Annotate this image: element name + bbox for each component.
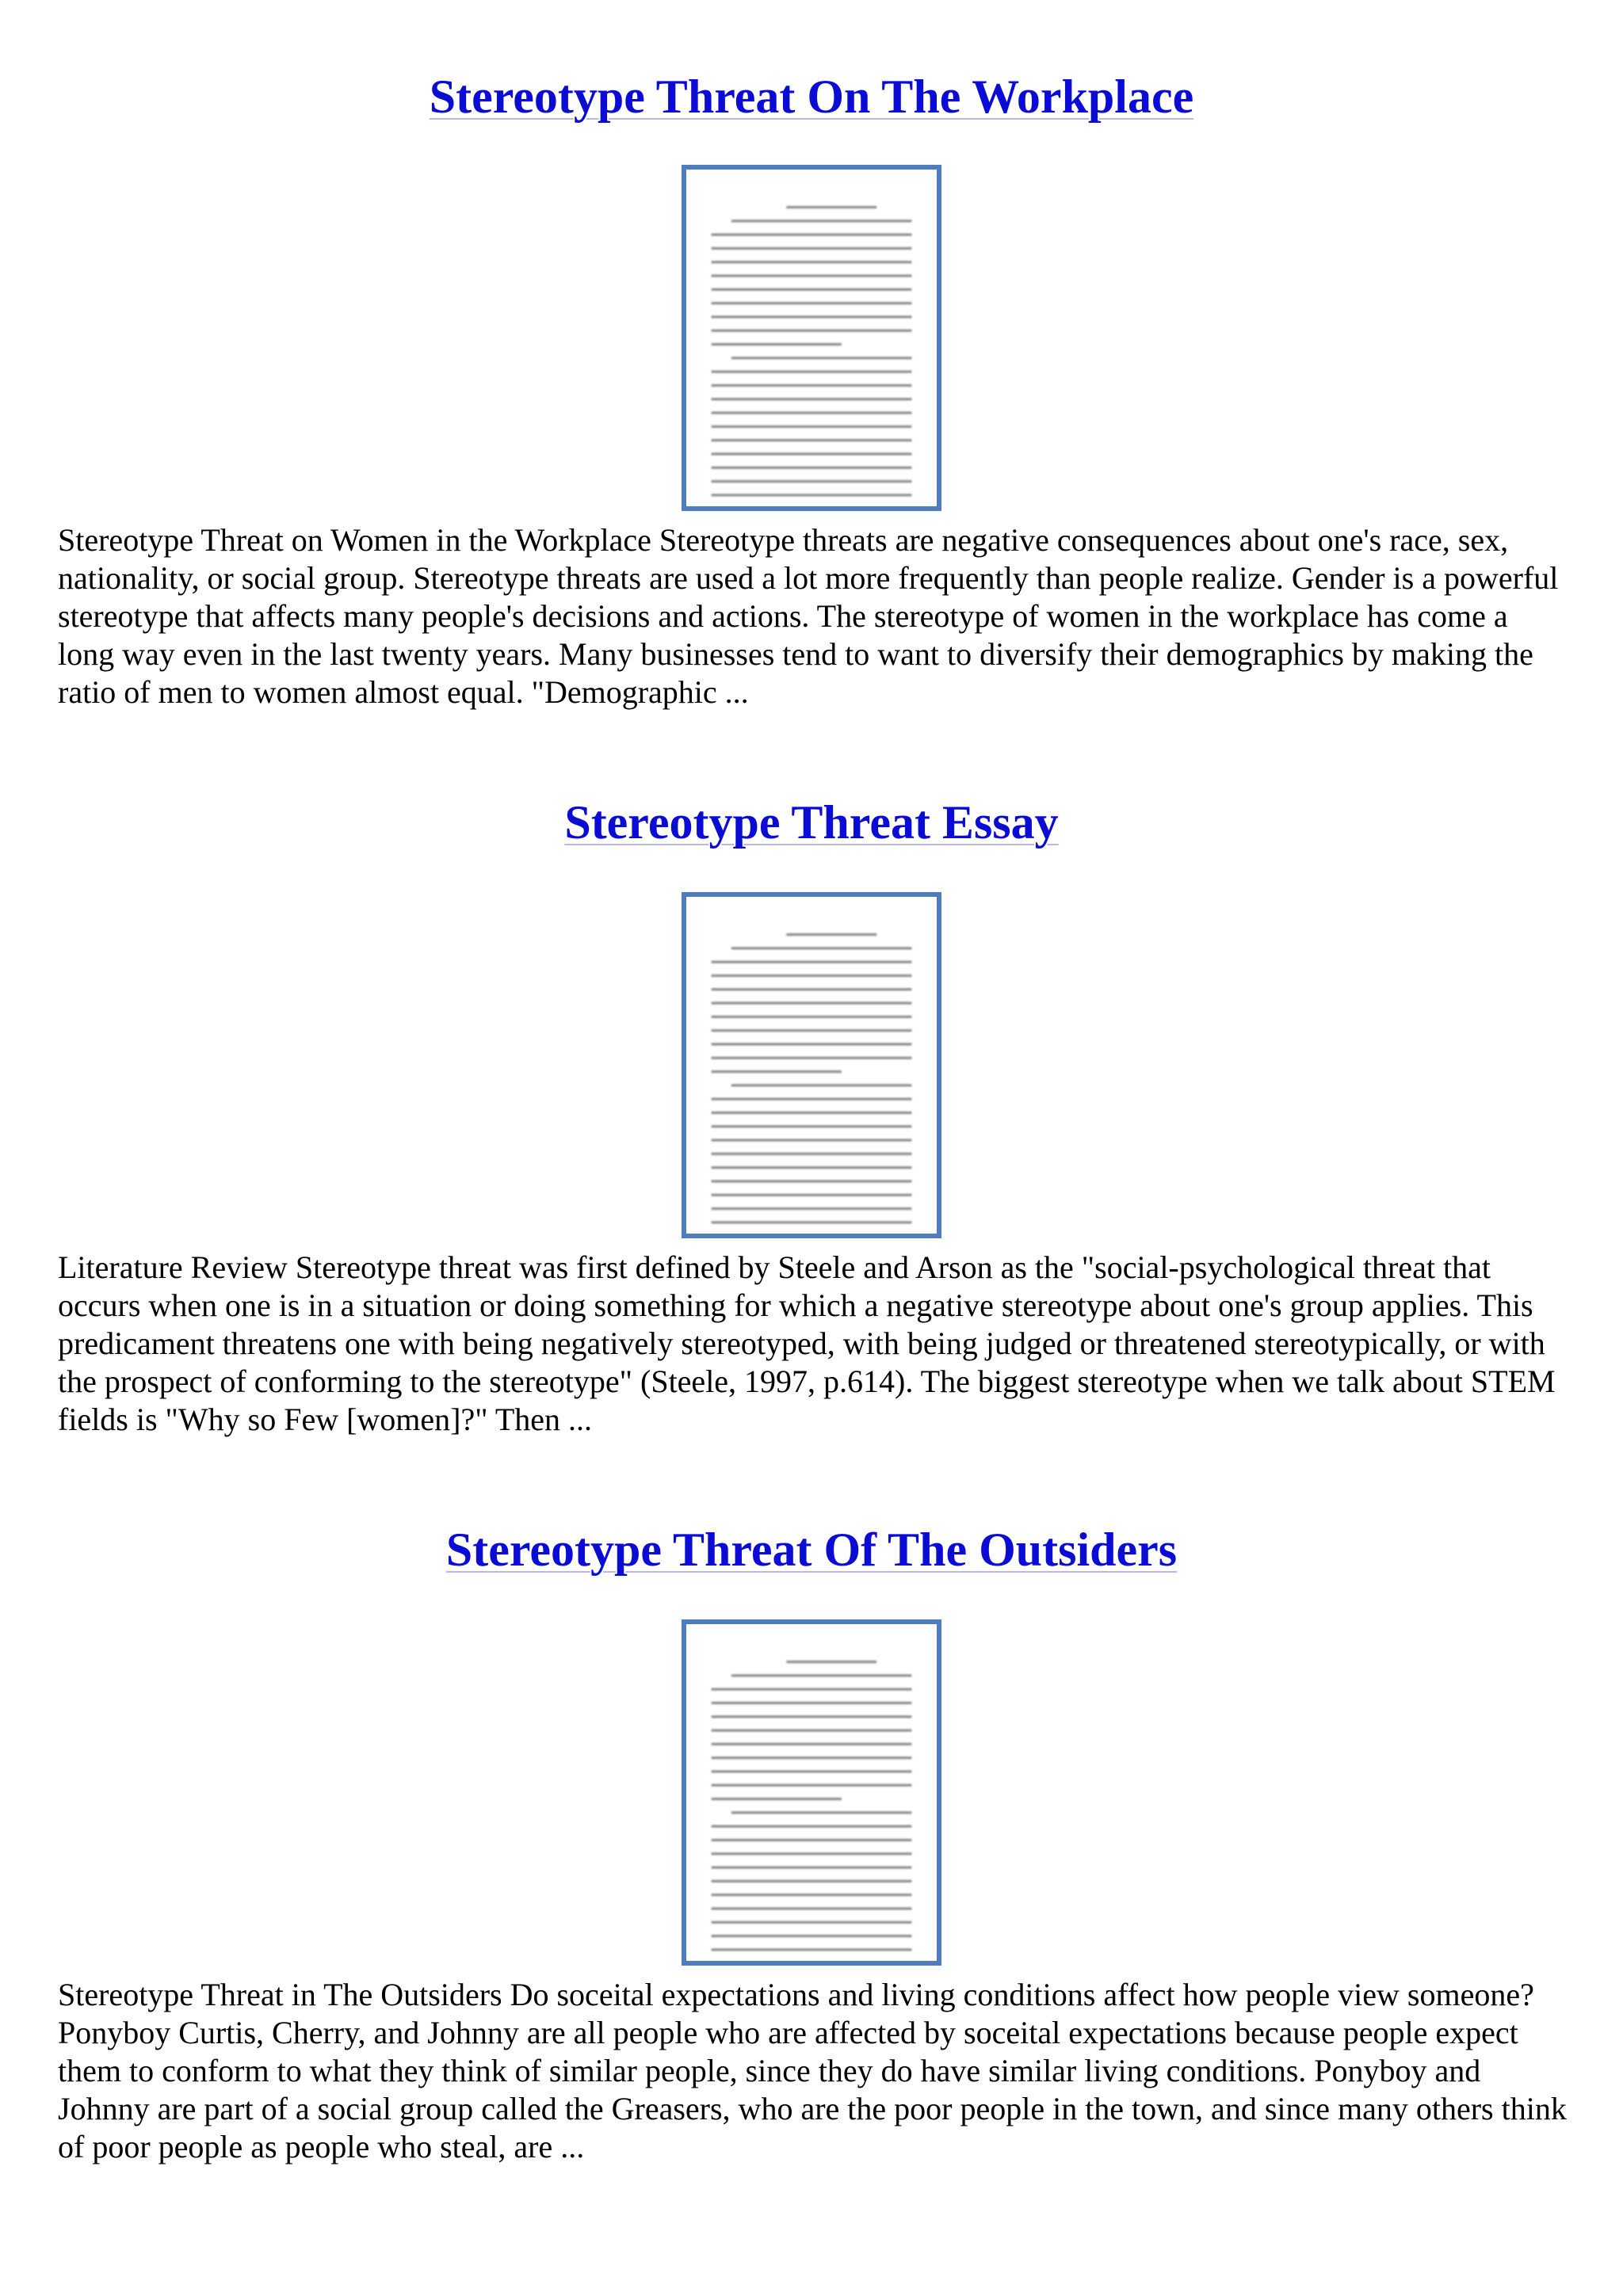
thumbnail-text-line xyxy=(712,1770,912,1772)
thumbnail-text-line xyxy=(712,452,912,455)
thumbnail-text-line xyxy=(731,357,912,359)
thumbnail-text-line xyxy=(731,947,912,949)
thumbnail-text-line xyxy=(712,1139,912,1142)
result-excerpt: Literature Review Stereotype threat was first defined by Steele and Arson as the "social-psychological threat that occurs when one is in a situation or doing something for which a negative stereotype about one's group applies. This predicament threatens one with being negatively stereotyped, with being judged or threatened stereotypically, or with the prospect of conforming to the stereotype" (Steele, 1997, p.614). The biggest stereotype when we talk about STEM fields is "Why so Few [women]?" Then ... xyxy=(58,1249,1556,1437)
result-title-link[interactable]: Stereotype Threat Of The Outsiders xyxy=(445,1524,1178,1576)
thumbnail-text-line xyxy=(712,1180,912,1182)
thumbnail-text-line xyxy=(712,261,912,263)
thumbnail-text-line xyxy=(712,1221,912,1223)
thumbnail-text-line xyxy=(786,1661,876,1663)
thumbnail-text-line xyxy=(712,247,912,250)
thumbnail-text-line xyxy=(712,302,912,304)
thumbnail-text-line xyxy=(712,398,912,400)
document-lines-icon xyxy=(686,170,937,506)
thumbnail-text-line xyxy=(712,480,912,482)
thumbnail-text-line xyxy=(712,1730,912,1732)
thumbnail-text-line xyxy=(712,974,912,977)
document-thumbnail-icon[interactable] xyxy=(682,165,941,511)
thumbnail-text-line xyxy=(712,1743,912,1745)
thumbnail-text-line xyxy=(712,234,912,236)
thumbnail-text-line xyxy=(786,206,876,208)
thumbnail-text-line xyxy=(712,315,912,318)
thumbnail-text-line xyxy=(712,1029,912,1032)
thumbnail-text-line xyxy=(731,1811,912,1814)
result-title-link[interactable]: Stereotype Threat Essay xyxy=(564,796,1059,849)
thumbnail-text-line xyxy=(712,1043,912,1045)
thumbnail-text-line xyxy=(712,1002,912,1005)
thumbnail-text-line xyxy=(712,412,912,414)
thumbnail-text-line xyxy=(712,1125,912,1127)
thumbnail-text-line xyxy=(712,1798,842,1800)
thumbnail-text-line xyxy=(712,961,912,963)
document-lines-icon xyxy=(686,897,937,1234)
thumbnail-text-line xyxy=(712,439,912,441)
result-excerpt: Stereotype Threat on Women in the Workplace Stereotype threats are negative consequences about one's race, sex, nationality, or social group. Stereotype threats are used a lot more frequently than people realize. Gender is a powerful stereotype that affects many people's decisions and actions. The stereotype of women in the workplace has come a long way even in the last twenty years. Many businesses tend to want to diversify their demographics by making the ratio of men to women almost equal. "Demographic ... xyxy=(58,522,1559,710)
result-title xyxy=(0,1520,1623,1580)
thumbnail-text-line xyxy=(712,384,912,387)
thumbnail-text-line xyxy=(712,1935,912,1937)
document-thumbnail-icon[interactable] xyxy=(682,1619,941,1966)
thumbnail-text-line xyxy=(712,1825,912,1828)
document-thumbnail-icon[interactable] xyxy=(682,892,941,1238)
thumbnail-text-line xyxy=(712,1702,912,1704)
thumbnail-text-line xyxy=(712,467,912,469)
thumbnail-text-line xyxy=(712,1153,912,1155)
thumbnail-text-line xyxy=(712,1070,842,1073)
thumbnail-text-line xyxy=(712,1839,912,1841)
thumbnail-text-line xyxy=(712,1166,912,1169)
thumbnail-text-line xyxy=(712,330,912,332)
result-title-link[interactable]: Stereotype Threat On The Workplace xyxy=(429,71,1194,123)
thumbnail-text-line xyxy=(712,343,842,345)
thumbnail-text-line xyxy=(712,425,912,428)
thumbnail-text-line xyxy=(712,1194,912,1196)
document-lines-icon xyxy=(686,1624,937,1961)
thumbnail-text-line xyxy=(712,1948,912,1951)
thumbnail-text-line xyxy=(712,1715,912,1718)
result-title xyxy=(0,792,1623,852)
thumbnail-text-line xyxy=(712,1112,912,1114)
thumbnail-text-line xyxy=(731,219,912,222)
thumbnail-text-line xyxy=(712,1894,912,1896)
thumbnail-text-line xyxy=(712,1907,912,1909)
thumbnail-text-line xyxy=(712,1688,912,1691)
thumbnail-text-line xyxy=(712,1098,912,1100)
thumbnail-text-line xyxy=(712,1867,912,1869)
thumbnail-text-line xyxy=(712,1784,912,1787)
thumbnail-text-line xyxy=(712,371,912,373)
thumbnail-text-line xyxy=(712,1057,912,1059)
result-title xyxy=(0,67,1623,127)
thumbnail-text-line xyxy=(712,1852,912,1855)
thumbnail-text-line xyxy=(712,988,912,990)
thumbnail-text-line xyxy=(712,288,912,291)
thumbnail-text-line xyxy=(712,1880,912,1882)
thumbnail-text-line xyxy=(712,494,912,496)
thumbnail-text-line xyxy=(712,1921,912,1924)
thumbnail-text-line xyxy=(786,933,876,936)
thumbnail-text-line xyxy=(712,1756,912,1759)
thumbnail-text-line xyxy=(712,1207,912,1210)
thumbnail-text-line xyxy=(731,1674,912,1676)
result-excerpt: Stereotype Threat in The Outsiders Do soceital expectations and living conditions affect how people view someone? Ponyboy Curtis, Cherry, and Johnny are all people who are affected by soceital expectations because people expect them to conform to what they think of similar people, since they do have similar living conditions. Ponyboy and Johnny are part of a social group called the Greasers, who are the poor people in the town, and since many others think of poor people as people who steal, are ... xyxy=(58,1977,1567,2164)
thumbnail-text-line xyxy=(731,1084,912,1086)
thumbnail-text-line xyxy=(712,275,912,277)
thumbnail-text-line xyxy=(712,1016,912,1018)
